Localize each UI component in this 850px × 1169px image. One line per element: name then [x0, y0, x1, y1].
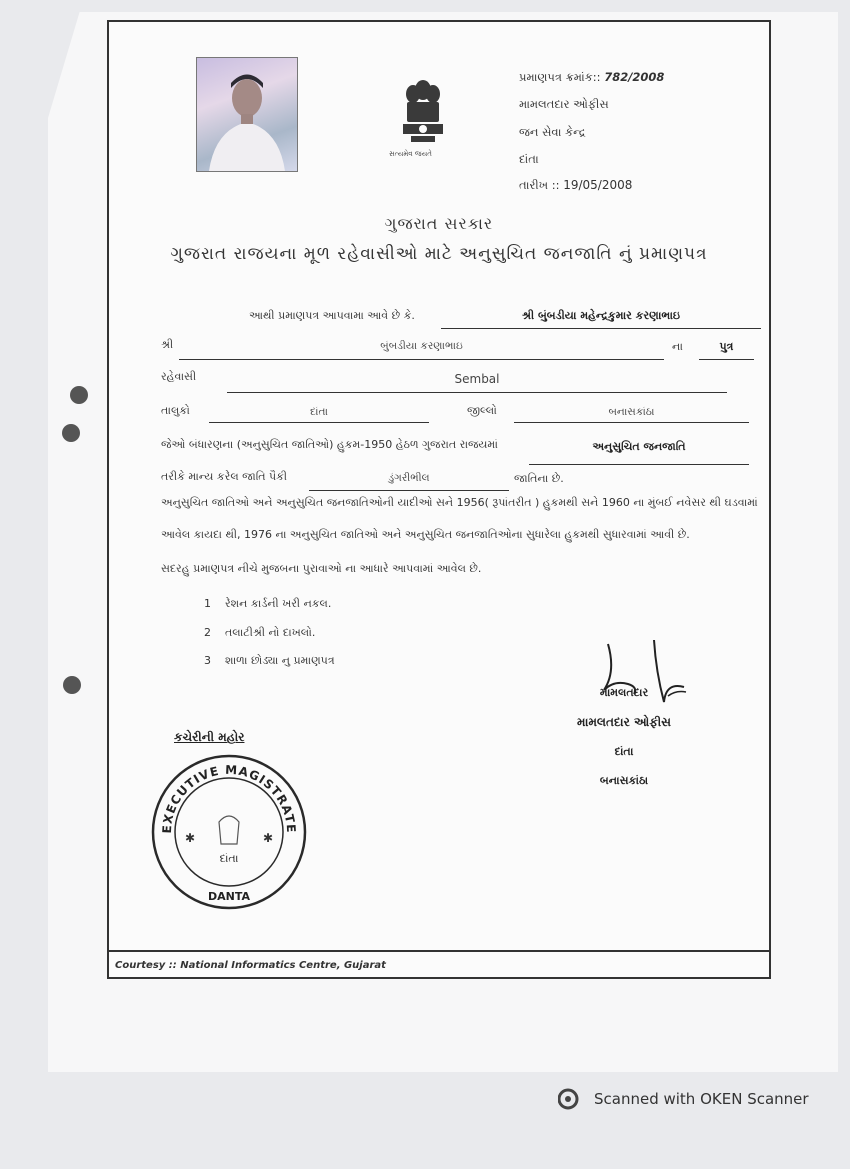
issue-date-row [519, 178, 632, 193]
village: Sembal [454, 372, 500, 386]
district-label: જીલ્લો [467, 404, 497, 417]
signatory-district: બનાસકાંઠા [599, 774, 649, 787]
svg-text:✱: ✱ [263, 831, 274, 845]
category: અનુસુચિત જનજાતિ [592, 440, 686, 453]
scanner-logo-icon [558, 1088, 580, 1110]
signature [594, 632, 704, 722]
category-line [529, 464, 749, 465]
punch-hole [70, 386, 88, 404]
taluka: દાંતા [310, 406, 328, 418]
national-emblem [389, 80, 453, 170]
order-text: જેઓ બંધારણના (અનુસુચિત જાતિઓ) હુકમ-1950 હેઠળ ગુજરાત રાજયમાં [161, 438, 498, 451]
title-certificate: ગુજરાત રાજયના મૂળ રહેવાસીઓ માટે અનુસુચિત જનજાતિ નું પ્રમાણપત્ર [170, 244, 708, 264]
cert-number-row [519, 70, 664, 85]
district: બનાસકાંઠા [608, 406, 655, 418]
resident-label: રહેવાસી [161, 370, 197, 383]
courtesy-footer: Courtesy :: National Informatics Centre, Gujarat [109, 950, 769, 972]
signatory-place: દાંતા [614, 745, 634, 758]
punch-hole [62, 424, 80, 442]
evidence-item: 3 શાળા છોડ્યા નુ પ્રમાણપત્ર [204, 654, 335, 667]
scanner-watermark [558, 1088, 818, 1114]
scanner-label: Scanned with OKEN Scanner [594, 1090, 809, 1108]
relation: પુત્ર [719, 340, 734, 353]
svg-text:દાંતા: દાંતા [219, 852, 239, 865]
applicant-photo [196, 57, 298, 172]
holder-name-line [441, 328, 761, 329]
emblem-caption: સત્યમેવ જયતે [389, 150, 432, 158]
title-government: ગુજરાત સરકાર [384, 214, 494, 233]
svg-text:✱: ✱ [185, 831, 196, 845]
intro-text: આથી પ્રમાણપત્ર આપવામા આવે છે કે. [249, 309, 415, 322]
shri-label: શ્રી [161, 338, 174, 351]
father-name: બુંબડીયા કરણાભાઇ [380, 340, 463, 352]
holder-name: શ્રી બુંબડીયા મહેન્દ્રકુમાર કરણાભાઇ [522, 309, 680, 322]
header-place: દાંતા [519, 152, 539, 166]
caste-line [309, 490, 509, 491]
cert-number: 782/2008 [604, 70, 665, 84]
paragraph-1: અનુસુચિત જાતિઓ અને અનુસુચિત જનજાતિઓની યાદીઓ સને 1956( રૂપાંતરીત ) હુકમથી સને 1960 ના મુંબઈ નવેસર થી ઘડવામાં [161, 496, 758, 509]
district-line [514, 422, 749, 423]
recognized-text: તરીકે માન્ય કરેલ જાતિ પૈકી [161, 470, 288, 483]
signatory-designation: મામલતદાર [599, 686, 649, 699]
signatory-office: મામલતદાર ઓફીસ [577, 715, 671, 729]
evidence-item: 1 રેશન કાર્ડની ખરી નકલ. [204, 597, 332, 610]
date-label: તારીખ :: [519, 178, 560, 192]
caste: ડુંગરીભીલ [388, 472, 430, 484]
cert-number-label: પ્રમાણપત્ર ક્રમાંક:: [519, 70, 601, 84]
taluka-line [209, 422, 429, 423]
header-center: જન સેવા કેન્દ્ર [519, 125, 586, 139]
paragraph-2: આવેલ કાયદા થી, 1976 ના અનુસુચિત જાતિઓ અને અનુસુચિત જનજાતિઓના સુધારેલા હુકમથી સુધારવામાં આવી છે. [161, 528, 690, 541]
certificate [107, 20, 771, 979]
relation-line [699, 359, 754, 360]
village-line [227, 392, 727, 393]
header-office: મામલતદાર ઓફીસ [519, 97, 609, 111]
svg-text:DANTA: DANTA [207, 890, 251, 903]
na-label: ના [672, 340, 683, 353]
issue-date: 19/05/2008 [563, 178, 633, 192]
caste-suffix: જાતિના છે. [514, 472, 564, 485]
punch-hole [63, 676, 81, 694]
evidence-item: 2 તલાટીશ્રી નો દાખલો. [204, 626, 316, 639]
official-seal [149, 752, 309, 912]
taluka-label: તાલુકો [161, 404, 190, 417]
father-name-line [179, 359, 664, 360]
stamp-heading: કચેરીની મહોર [174, 730, 245, 744]
svg-text:EXECUTIVE MAGISTRATE: EXECUTIVE MAGISTRATE [159, 762, 299, 834]
paragraph-3: સદરહુ પ્રમાણપત્ર નીચે મુજબના પુરાવાઓ ના આધારે આપવામાં આવેલ છે. [161, 562, 482, 575]
